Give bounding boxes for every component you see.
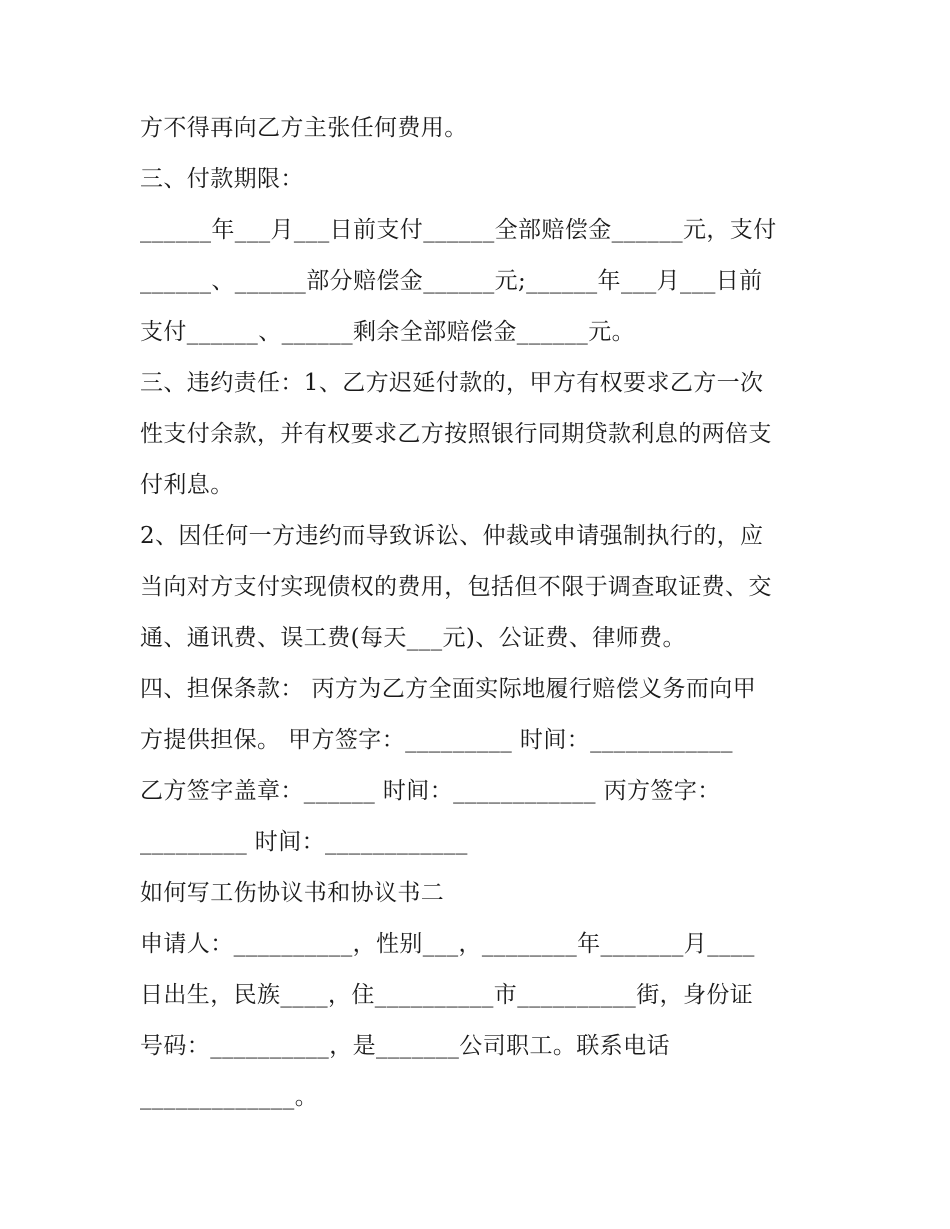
signature-line: _________ 时间：____________ <box>140 829 468 855</box>
text-line: 日出生，民族____，住__________市__________街，身份证 <box>140 982 754 1008</box>
text-line: 当向对方支付实现债权的费用，包括但不限于调查取证费、交 <box>140 574 772 600</box>
text-line: 2、因任何一方违约而导致诉讼、仲裁或申请强制执行的，应 <box>140 523 764 549</box>
section-heading-breach-liability: 三、违约责任：1、乙方迟延付款的，甲方有权要求乙方一次 <box>140 370 764 396</box>
text-line: 方不得再向乙方主张任何费用。 <box>140 115 468 141</box>
signature-line: 乙方签字盖章：______ 时间：____________ 丙方签字： <box>140 778 721 804</box>
text-line: _____________。 <box>140 1084 319 1110</box>
document-body <box>140 103 830 1123</box>
signature-line: 方提供担保。 甲方签字：_________ 时间：____________ <box>140 727 733 753</box>
text-line: 申请人：__________，性别___，________年_______月____ <box>140 931 755 957</box>
text-line: 性支付余款，并有权要求乙方按照银行同期贷款利息的两倍支 <box>140 421 772 447</box>
text-line: 通、通讯费、误工费(每天___元)、公证费、律师费。 <box>140 625 686 651</box>
text-line: 号码：__________，是_______公司职工。联系电话 <box>140 1033 670 1059</box>
text-line: 支付______、______剩余全部赔偿金______元。 <box>140 319 635 345</box>
text-line: ______、______部分赔偿金______元;______年___月___日前 <box>140 268 763 294</box>
section-heading-guarantee: 四、担保条款： 丙方为乙方全面实际地履行赔偿义务而向甲 <box>140 676 757 702</box>
text-line: 付利息。 <box>140 472 234 498</box>
text-line: ______年___月___日前支付______全部赔偿金______元，支付 <box>140 217 777 243</box>
section-heading-payment-term: 三、付款期限： <box>140 166 304 192</box>
document-subtitle: 如何写工伤协议书和协议书二 <box>140 880 445 906</box>
